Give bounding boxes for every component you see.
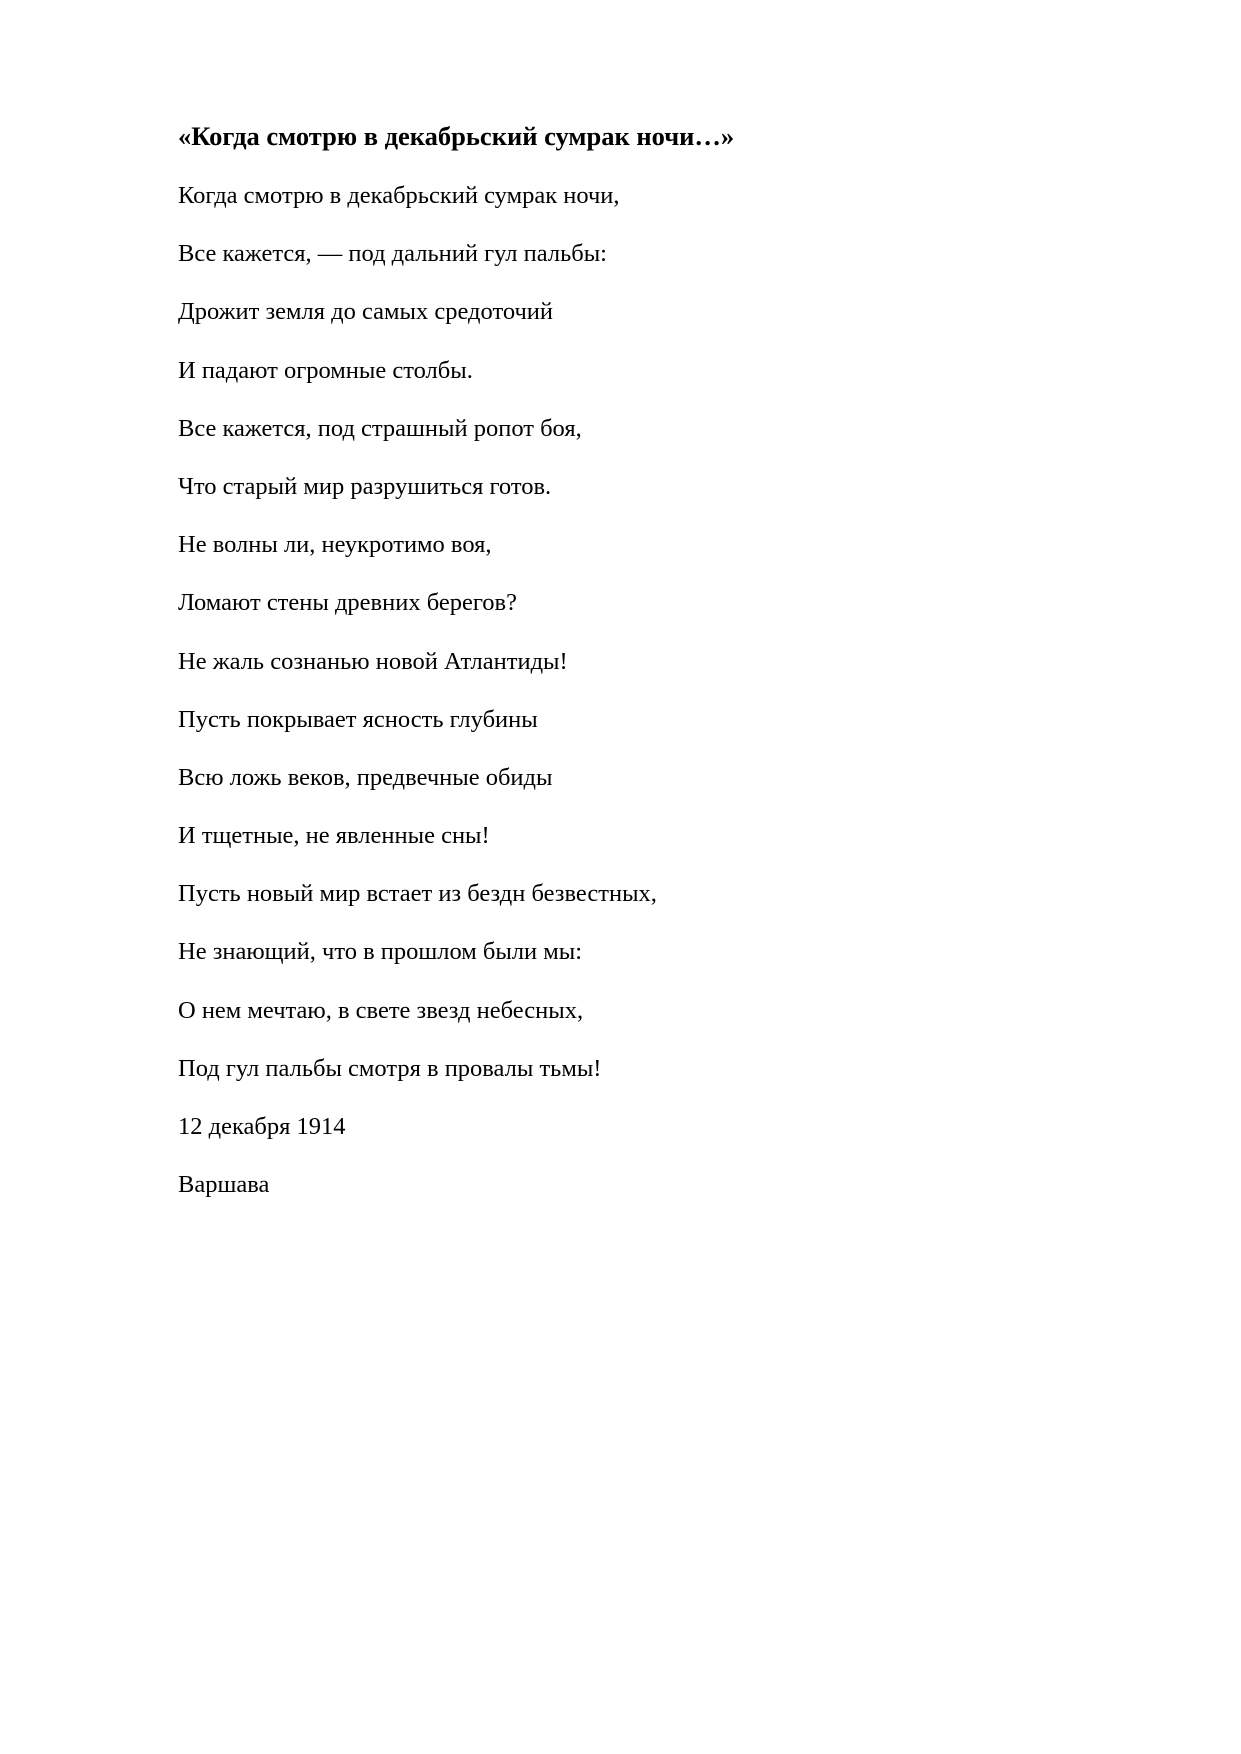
poem-line: Все кажется, под страшный ропот боя,: [178, 414, 582, 442]
poem-line: Не знающий, что в прошлом были мы:: [178, 938, 583, 966]
poem-title: «Когда смотрю в декабрьский сумрак ночи…»: [178, 121, 735, 151]
poem-line: Что старый мир разрушиться готов.: [178, 472, 552, 500]
poem-line: О нем мечтаю, в свете звезд небесных,: [178, 996, 584, 1024]
poem-line: И падают огромные столбы.: [178, 356, 473, 384]
poem-line: Пусть новый мир встает из бездн безвестных,: [178, 880, 657, 908]
poem-line: Пусть покрывает ясность глубины: [178, 705, 538, 733]
poem-line: Не волны ли, неукротимо воя,: [178, 531, 492, 559]
poem-line: Все кажется, — под дальний гул пальбы:: [178, 240, 607, 268]
poem-line: Не жаль сознанью новой Атлантиды!: [178, 647, 568, 675]
poem-date: 12 декабря 1914: [178, 1113, 346, 1140]
poem-line: Дрожит земля до самых средоточий: [178, 298, 553, 326]
poem-line: Под гул пальбы смотря в провалы тьмы!: [178, 1054, 602, 1082]
poem-place: Варшава: [178, 1171, 270, 1199]
poem-line: И тщетные, не явленные сны!: [178, 822, 490, 850]
poem-line: Когда смотрю в декабрьский сумрак ночи,: [178, 182, 620, 209]
poem-body: [178, 178, 657, 1225]
poem-line: Всю ложь веков, предвечные обиды: [178, 763, 553, 791]
poem-line: Ломают стены древних берегов?: [178, 589, 517, 617]
